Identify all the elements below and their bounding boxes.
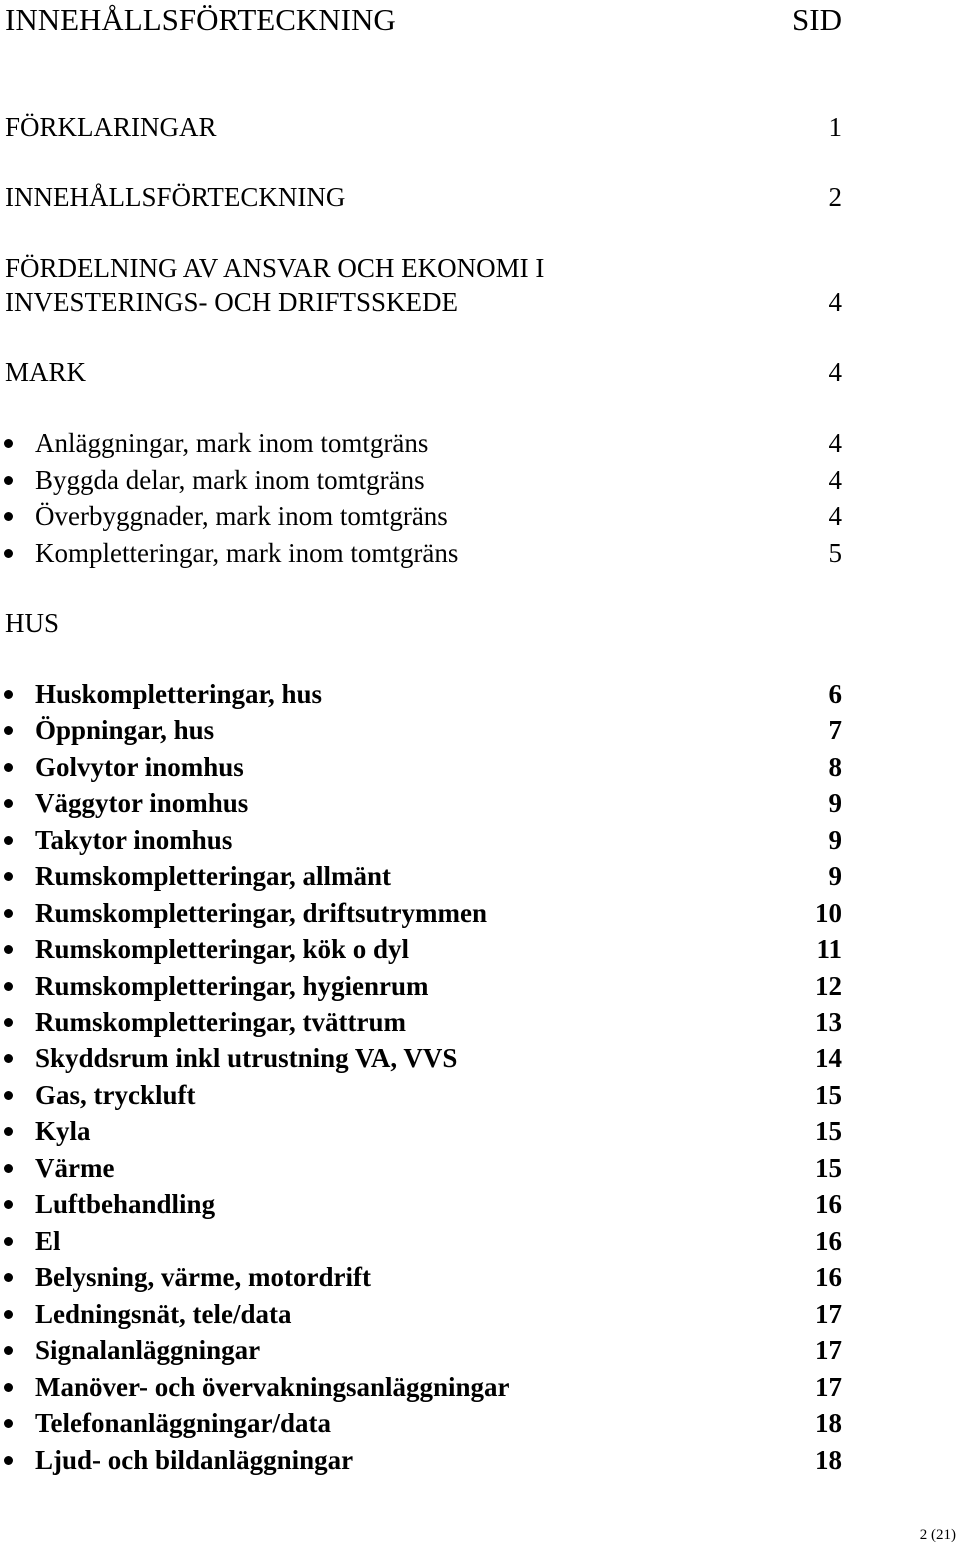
toc-entry-page: 16 [815,1189,842,1219]
toc-entry-page: 4 [828,501,842,531]
toc-entry-page: 2 [828,182,842,212]
toc-entry-forklaringar[interactable] [0,110,960,144]
toc-entry-page: 6 [828,679,842,709]
bullet-icon [4,799,13,808]
toc-entry-label: Gas, tryckluft [35,1080,196,1110]
toc-entry-page: 5 [828,538,842,568]
toc-entry-page: 18 [815,1445,842,1475]
toc-header [0,3,960,37]
toc-entry-label: Öppningar, hus [35,715,215,745]
toc-entry-label: Luftbehandling [35,1189,216,1219]
toc-entry-page: 15 [815,1116,842,1146]
bullet-icon [4,763,13,772]
bullet-icon [4,872,13,881]
bullet-icon [4,982,13,991]
bullet-icon [4,1310,13,1319]
toc-entry-page: 4 [828,357,842,387]
toc-entry-label: Rumskompletteringar, tvättrum [35,1007,406,1037]
toc-entry-page: 14 [815,1043,842,1073]
bullet-icon [4,836,13,845]
toc-subentry[interactable] [0,1005,960,1039]
bullet-icon [4,512,13,521]
toc-entry-label: Manöver- och övervakningsanläggningar [35,1372,510,1402]
bullet-icon [4,1018,13,1027]
toc-subentry[interactable] [0,1260,960,1294]
toc-entry-label: Byggda delar, mark inom tomtgräns [35,465,425,495]
toc-entry-fordelning-line2[interactable] [0,285,960,319]
bullet-icon [4,476,13,485]
toc-section-mark[interactable] [0,355,960,389]
toc-subentry[interactable] [0,823,960,857]
toc-entry-label: INNEHÅLLSFÖRTECKNING [5,182,346,212]
toc-subentry[interactable] [0,1078,960,1112]
toc-subentry[interactable] [0,750,960,784]
toc-entry-page: 8 [828,752,842,782]
toc-entry-label: El [35,1226,61,1256]
toc-subentry[interactable] [0,859,960,893]
toc-entry-label: Värme [35,1153,115,1183]
toc-section-label: HUS [5,608,60,638]
toc-entry-page: 17 [815,1299,842,1329]
toc-entry-innehallsforteckning[interactable] [0,180,960,214]
toc-entry-page: 18 [815,1408,842,1438]
toc-subentry[interactable] [0,1443,960,1477]
toc-entry-label: Ledningsnät, tele/data [35,1299,292,1329]
bullet-icon [4,690,13,699]
toc-entry-page: 4 [828,465,842,495]
toc-entry-label: Rumskompletteringar, hygienrum [35,971,429,1001]
bullet-icon [4,1383,13,1392]
toc-subentry[interactable] [0,1114,960,1148]
toc-entry-label: Huskompletteringar, hus [35,679,323,709]
page-number: 2 (21) [919,1527,956,1543]
bullet-icon [4,945,13,954]
bullet-icon [4,549,13,558]
toc-entry-page: 17 [815,1335,842,1365]
toc-entry-page: 10 [815,898,842,928]
bullet-icon [4,1200,13,1209]
toc-entry-page: 11 [816,934,842,964]
toc-subentry[interactable] [0,896,960,930]
toc-subentry[interactable] [0,1151,960,1185]
toc-subentry[interactable] [0,932,960,966]
toc-section-label: MARK [5,357,87,387]
bullet-icon [4,1456,13,1465]
toc-subentry[interactable] [0,1041,960,1075]
toc-entry-label: Belysning, värme, motordrift [35,1262,371,1292]
toc-entry-page: 1 [828,112,842,142]
toc-subentry[interactable] [0,1297,960,1331]
toc-entry-label: Skyddsrum inkl utrustning VA, VVS [35,1043,458,1073]
toc-entry-label: Väggytor inomhus [35,788,249,818]
toc-entry-page: 12 [815,971,842,1001]
bullet-icon [4,1237,13,1246]
toc-entry-page: 7 [828,715,842,745]
toc-subentry[interactable] [0,1187,960,1221]
toc-entry-label: Ljud- och bildanläggningar [35,1445,354,1475]
toc-entry-page: 13 [815,1007,842,1037]
toc-subentry[interactable] [0,1224,960,1258]
toc-entry-page: 15 [815,1153,842,1183]
toc-entry-label: Telefonanläggningar/data [35,1408,332,1438]
bullet-icon [4,1091,13,1100]
toc-entry-label: FÖRKLARINGAR [5,112,217,142]
toc-subentry[interactable] [0,536,960,570]
toc-entry-page: 9 [828,825,842,855]
toc-entry-label: Överbyggnader, mark inom tomtgräns [35,501,448,531]
toc-entry-label: Rumskompletteringar, kök o dyl [35,934,410,964]
toc-subentry[interactable] [0,969,960,1003]
bullet-icon [4,1346,13,1355]
toc-entry-fordelning-line1[interactable] [0,251,960,285]
toc-entry-page: 9 [828,861,842,891]
toc-subentry[interactable] [0,677,960,711]
bullet-icon [4,1164,13,1173]
toc-entry-label: Golvytor inomhus [35,752,244,782]
toc-entry-label: Takytor inomhus [35,825,233,855]
toc-section-hus[interactable] [0,606,960,640]
bullet-icon [4,1273,13,1282]
toc-entry-page: 15 [815,1080,842,1110]
toc-subentry[interactable] [0,1333,960,1367]
toc-entry-label: Kompletteringar, mark inom tomtgräns [35,538,459,568]
toc-entry-page: 16 [815,1262,842,1292]
toc-subentry[interactable] [0,713,960,747]
toc-entry-page: 9 [828,788,842,818]
toc-entry-page: 17 [815,1372,842,1402]
toc-subentry[interactable] [0,463,960,497]
toc-subentry[interactable] [0,499,960,533]
toc-entry-label: FÖRDELNING AV ANSVAR OCH EKONOMI I [5,253,545,283]
toc-entry-label: INVESTERINGS- OCH DRIFTSSKEDE [5,287,459,317]
bullet-icon [4,726,13,735]
toc-entry-label: Signalanläggningar [35,1335,261,1365]
toc-subentry[interactable] [0,426,960,460]
toc-entry-label: Rumskompletteringar, allmänt [35,861,391,891]
toc-entry-page: 4 [828,428,842,458]
toc-subentry[interactable] [0,1370,960,1404]
bullet-icon [4,1419,13,1428]
toc-entry-page: 4 [828,287,842,317]
toc-entry-label: Anläggningar, mark inom tomtgräns [35,428,429,458]
bullet-icon [4,1127,13,1136]
bullet-icon [4,1054,13,1063]
page-column-heading: SID [792,2,842,37]
toc-entry-label: Kyla [35,1116,91,1146]
toc-entry-label: Rumskompletteringar, driftsutrymmen [35,898,487,928]
toc-subentry[interactable] [0,1406,960,1440]
toc-subentry[interactable] [0,786,960,820]
toc-entry-page: 16 [815,1226,842,1256]
bullet-icon [4,909,13,918]
toc-title: INNEHÅLLSFÖRTECKNING [5,2,396,37]
bullet-icon [4,439,13,448]
